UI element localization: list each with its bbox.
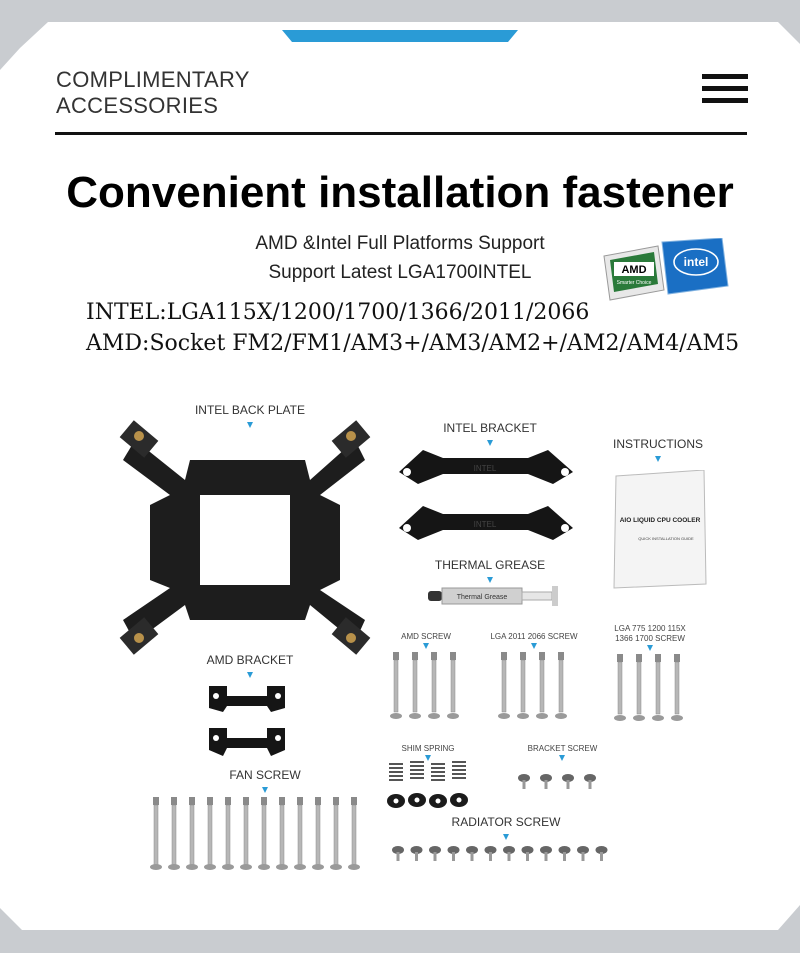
small-screw xyxy=(584,774,596,789)
screw xyxy=(498,652,510,719)
lga775-screw-label-line1: LGA 775 1200 115X xyxy=(614,624,686,633)
lga1700-support-text: Support Latest LGA1700INTEL xyxy=(268,262,532,283)
small-screw xyxy=(448,846,460,861)
screw xyxy=(536,652,548,719)
fan-screws-image xyxy=(148,795,363,873)
small-screw xyxy=(392,846,404,861)
screw xyxy=(168,797,180,870)
small-screw xyxy=(522,846,534,861)
bracket-screws-image xyxy=(512,770,602,792)
screw xyxy=(409,652,421,719)
small-screw xyxy=(503,846,515,861)
lga2011-screw-arrow-icon xyxy=(531,643,537,649)
small-screw xyxy=(411,846,423,861)
instructions-arrow-icon xyxy=(655,456,661,462)
screw xyxy=(447,652,459,719)
svg-text:AMD: AMD xyxy=(621,264,647,276)
small-screw xyxy=(540,846,552,861)
fan-screw-label: FAN SCREW xyxy=(229,768,301,782)
screw xyxy=(204,797,216,870)
svg-text:intel: intel xyxy=(683,255,709,269)
lga2011-screw-label: LGA 2011 2066 SCREW xyxy=(490,632,578,641)
section-header-title xyxy=(56,67,250,119)
small-screw xyxy=(429,846,441,861)
bracket-screw-arrow-icon xyxy=(559,755,565,761)
intel-logo-icon xyxy=(662,238,728,294)
thermal-grease-label: THERMAL GREASE xyxy=(434,558,546,572)
header-title-line1: COMPLIMENTARY xyxy=(56,67,250,92)
lga775-screw-label-line2: 1366 1700 SCREW xyxy=(615,634,685,643)
intel-back-plate-image xyxy=(115,420,375,655)
screw xyxy=(671,654,683,721)
small-screw xyxy=(559,846,571,861)
screw xyxy=(294,797,306,870)
shim-springs-washers-image xyxy=(383,760,473,812)
small-screw xyxy=(466,846,478,861)
small-screw xyxy=(518,774,530,789)
amd-intel-logos xyxy=(600,238,730,308)
screw xyxy=(258,797,270,870)
intel-socket-list: INTEL:LGA115X/1200/1700/1366/2011/2066 xyxy=(86,300,590,325)
svg-text:Thermal Grease: Thermal Grease xyxy=(456,594,508,601)
svg-text:INTEL: INTEL xyxy=(473,464,497,473)
screw xyxy=(222,797,234,870)
radiator-screws-image xyxy=(388,842,613,864)
svg-text:AIO LIQUID CPU COOLER: AIO LIQUID CPU COOLER xyxy=(619,517,701,524)
intel-back-plate-label: INTEL BACK PLATE xyxy=(194,403,306,417)
screw xyxy=(348,797,360,870)
amd-logo-icon xyxy=(604,246,664,300)
screw xyxy=(390,652,402,719)
radiator-screw-label: RADIATOR SCREW xyxy=(451,815,561,829)
lga2011-screws-image xyxy=(490,650,575,725)
header-divider xyxy=(55,132,747,135)
screw xyxy=(633,654,645,721)
small-screw xyxy=(562,774,574,789)
screw xyxy=(652,654,664,721)
amd-bracket-image xyxy=(205,682,290,764)
top-accent-bar xyxy=(282,30,518,42)
amd-bracket-arrow-icon xyxy=(247,672,253,678)
small-screw xyxy=(485,846,497,861)
page-title: Convenient installation fastener xyxy=(66,168,734,217)
screw xyxy=(428,652,440,719)
fan-screw-arrow-icon xyxy=(262,787,268,793)
screw xyxy=(614,654,626,721)
screw xyxy=(240,797,252,870)
intel-bracket-image xyxy=(393,442,578,547)
intel-bracket-label: INTEL BRACKET xyxy=(443,421,537,435)
amd-socket-list: AMD:Socket FM2/FM1/AM3+/AM3/AM2+/AM2/AM4/AM5 xyxy=(86,331,740,356)
small-screw xyxy=(596,846,608,861)
amd-screw-arrow-icon xyxy=(423,643,429,649)
instructions-label: INSTRUCTIONS xyxy=(613,437,703,451)
small-screw xyxy=(540,774,552,789)
instructions-manual-image xyxy=(610,470,710,590)
menu-icon[interactable] xyxy=(702,74,748,106)
svg-text:QUICK INSTALLATION GUIDE: QUICK INSTALLATION GUIDE xyxy=(638,536,694,541)
screw xyxy=(186,797,198,870)
screw xyxy=(330,797,342,870)
amd-bracket-label: AMD BRACKET xyxy=(206,653,294,667)
header-title-line2: ACCESSORIES xyxy=(56,93,219,118)
lga775-screws-image xyxy=(606,652,691,725)
platform-support-text: AMD &Intel Full Platforms Support xyxy=(255,233,545,254)
screw xyxy=(312,797,324,870)
shim-spring-label: SHIM SPRING xyxy=(401,744,455,753)
amd-screw-label: AMD SCREW xyxy=(401,632,451,641)
screw xyxy=(150,797,162,870)
svg-text:Smarter Choice: Smarter Choice xyxy=(616,280,652,286)
screw xyxy=(555,652,567,719)
thermal-grease-syringe-image xyxy=(428,582,563,610)
lga775-screw-arrow-icon xyxy=(647,645,653,651)
screw xyxy=(517,652,529,719)
radiator-screw-arrow-icon xyxy=(503,834,509,840)
amd-screws-image xyxy=(382,650,467,725)
svg-text:INTEL: INTEL xyxy=(473,520,497,529)
screw xyxy=(276,797,288,870)
small-screw xyxy=(577,846,589,861)
bracket-screw-label: BRACKET SCREW xyxy=(527,744,598,753)
